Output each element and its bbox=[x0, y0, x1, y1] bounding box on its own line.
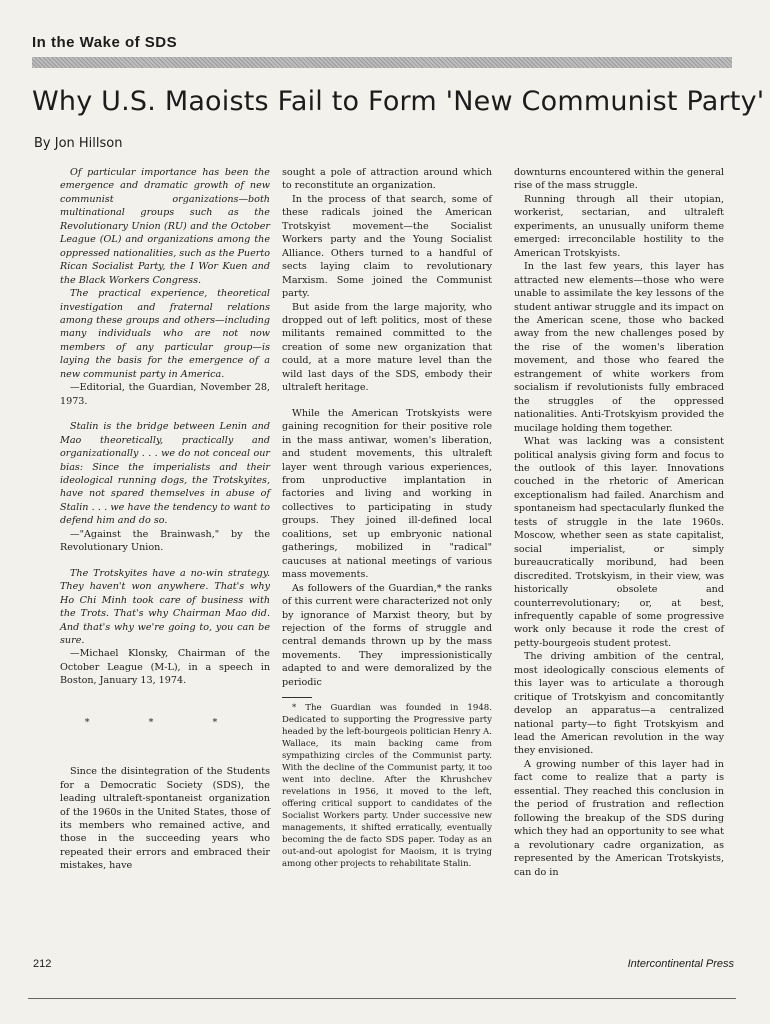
body-paragraph: In the last few years, this layer has attracted new elements—those who were unable to assimilate the key lessons of the student antiwar struggle and its impact on the American scene, those who backed away from the new challenges posed by the rise of the women's liberation movement, and those who feared the estrangement of white workers from socialism if revolutionists fully embraced the struggles of the oppressed nationalities. Anti-Trotskyism provided the mucilage holding them together. bbox=[514, 261, 724, 434]
body-paragraph: sought a pole of attraction around which to reconstitute an organization. bbox=[282, 167, 492, 192]
body-paragraph: A growing number of this layer had in fact come to realize that a party is essential. They reached this conclusion in the period of frustration and reflection following the breakup of the SDS during which they had an opportunity to see what a revolutionary cadre organization, as represented by the American Trotskyists, can do in bbox=[514, 758, 724, 878]
page-number: 212 bbox=[33, 958, 52, 970]
body-paragraph: In the process of that search, some of these radicals joined the American Trotskyist movement—the Socialist Workers party and the Young Socialist Alliance. Others turned to a handful of sects laying claim to revolutionary Marxism. Some joined the Communist party. bbox=[282, 193, 492, 300]
epigraph-guardian-cont: The practical experience, theoretical investigation and fraternal relations among these groups and others—including many individuals who are not now members of any particular group—is laying the basis for the emergence of a new communist party in America. bbox=[60, 288, 270, 380]
footnote: * The Guardian was founded in 1948. Dedicated to supporting the Progressive party headed by the left-bourgeois politician Henry A. Wallace, its main backing came from sympathizing circles of the Communist party. With the decline of the Communist party, it too went into decline. After the Khrushchev revelations in 1956, it moved to the left, offering critical support to candidates of the Socialist Workers party. Under successive new managements, it shifted erratically, eventually becoming the de facto SDS paper. Today as an out-and-out apologist for Maoism, it is trying among other projects to rehabilitate Stalin. bbox=[282, 703, 492, 870]
section-rubric: In the Wake of SDS bbox=[32, 34, 178, 51]
article-title: Why U.S. Maoists Fail to Form 'New Communist Party' bbox=[32, 86, 765, 117]
body-paragraph: While the American Trotskyists were gaining recognition for their positive role in the mass antiwar, women's liberation, and student movements, this ultraleft layer went through various experiences, from unproductive implantation in factories and living and working in collectives to participating in study groups. They joined ill-defined local coalitions, set up embryonic national gatherings, mobilized in "radical" caucuses at national meetings of various mass movements. bbox=[282, 407, 492, 581]
bottom-rule bbox=[28, 998, 736, 999]
epigraph-klonsky: The Trotskyites have a no-win strategy. They haven't won anywhere. That's why Ho Chi Minh took care of business with the Trots. That's why Chairman Mao did. And that's why we're going to, you can be sure. bbox=[60, 567, 270, 646]
section-break-stars: * * * bbox=[84, 716, 246, 728]
epigraph-guardian-attribution: —Editorial, the Guardian, November 28, 1973. bbox=[60, 382, 270, 407]
column-2 bbox=[282, 166, 492, 870]
column-1 bbox=[60, 166, 270, 873]
body-paragraph: Running through all their utopian, workerist, sectarian, and ultraleft experiments, an unusually uniform theme emerged: irreconcilable hostility to the American Trotskyists. bbox=[514, 193, 724, 259]
header-rule bbox=[32, 57, 732, 68]
body-paragraph: But aside from the large majority, who dropped out of left politics, most of these militants remained committed to the creation of some new organization that could, at a more mature level than the wild last days of the SDS, embody their ultraleft heritage. bbox=[282, 301, 492, 394]
epigraph-ru-attribution: —"Against the Brainwash," by the Revolutionary Union. bbox=[60, 528, 270, 554]
body-paragraph: As followers of the Guardian,* the ranks of this current were characterized not only by ignorance of Marxist theory, but by rejection of the forms of struggle and central demands thrown up by the mass movements. They impressionistically adapted to and were demoralized by the periodic bbox=[282, 582, 492, 688]
body-paragraph: What was lacking was a consistent political analysis giving form and focus to the outlook of this layer. Innovations couched in the rhetoric of American exceptionalism had failed. Anarchism and spontaneism had spectacularly flunked the tests of struggle in the late 1960s. Moscow, whether seen as state capitalist, social imperialist, or simply bureaucratically moribund, had been discredited. Trotskyism, in their view, was historically obsolete and counterrevolutionary; or, at best, infrequently capable of some progressive work only because it rode the crest of petty-bourgeois student protest. bbox=[514, 436, 724, 649]
body-paragraph: The driving ambition of the central, most ideologically conscious elements of this layer was to articulate a thorough critique of Trotskyism and concomitantly develop an apparatus—a centralized national party—to fight Trotskyism and lead the American revolution in the way they envisioned. bbox=[514, 651, 724, 757]
publication-name: Intercontinental Press bbox=[627, 958, 734, 970]
footnote-rule bbox=[282, 697, 312, 698]
body-paragraph: Since the disintegration of the Students for a Democratic Society (SDS), the leading ultraleft-spontaneist organization of the 1960s in the United States, those of its members who remained active, and those in the succeeding years who repeated their errors and embraced their mistakes, have bbox=[60, 766, 270, 872]
column-3 bbox=[514, 166, 724, 879]
body-paragraph: downturns encountered within the general rise of the mass struggle. bbox=[514, 167, 724, 192]
epigraph-ru: Stalin is the bridge between Lenin and Mao theoretically, practically and organizationally . . . we do not conceal our bias: Since the imperialists and their ideological running dogs, the Trotskyites, have not spared themselves in abuse of Stalin . . . we have the tendency to want to defend him and do so. bbox=[60, 421, 270, 527]
epigraph-klonsky-attribution: —Michael Klonsky, Chairman of the October League (M-L), in a speech in Boston, January 13, 1974. bbox=[60, 648, 270, 687]
byline: By Jon Hillson bbox=[34, 136, 123, 151]
epigraph-guardian: Of particular importance has been the emergence and dramatic growth of new communist organizations—both multinational groups such as the Revolutionary Union (RU) and the October League (OL) and organizations among the oppressed nationalities, such as the Puerto Rican Socialist Party, the I Wor Kuen and the Black Workers Congress. bbox=[60, 167, 270, 286]
